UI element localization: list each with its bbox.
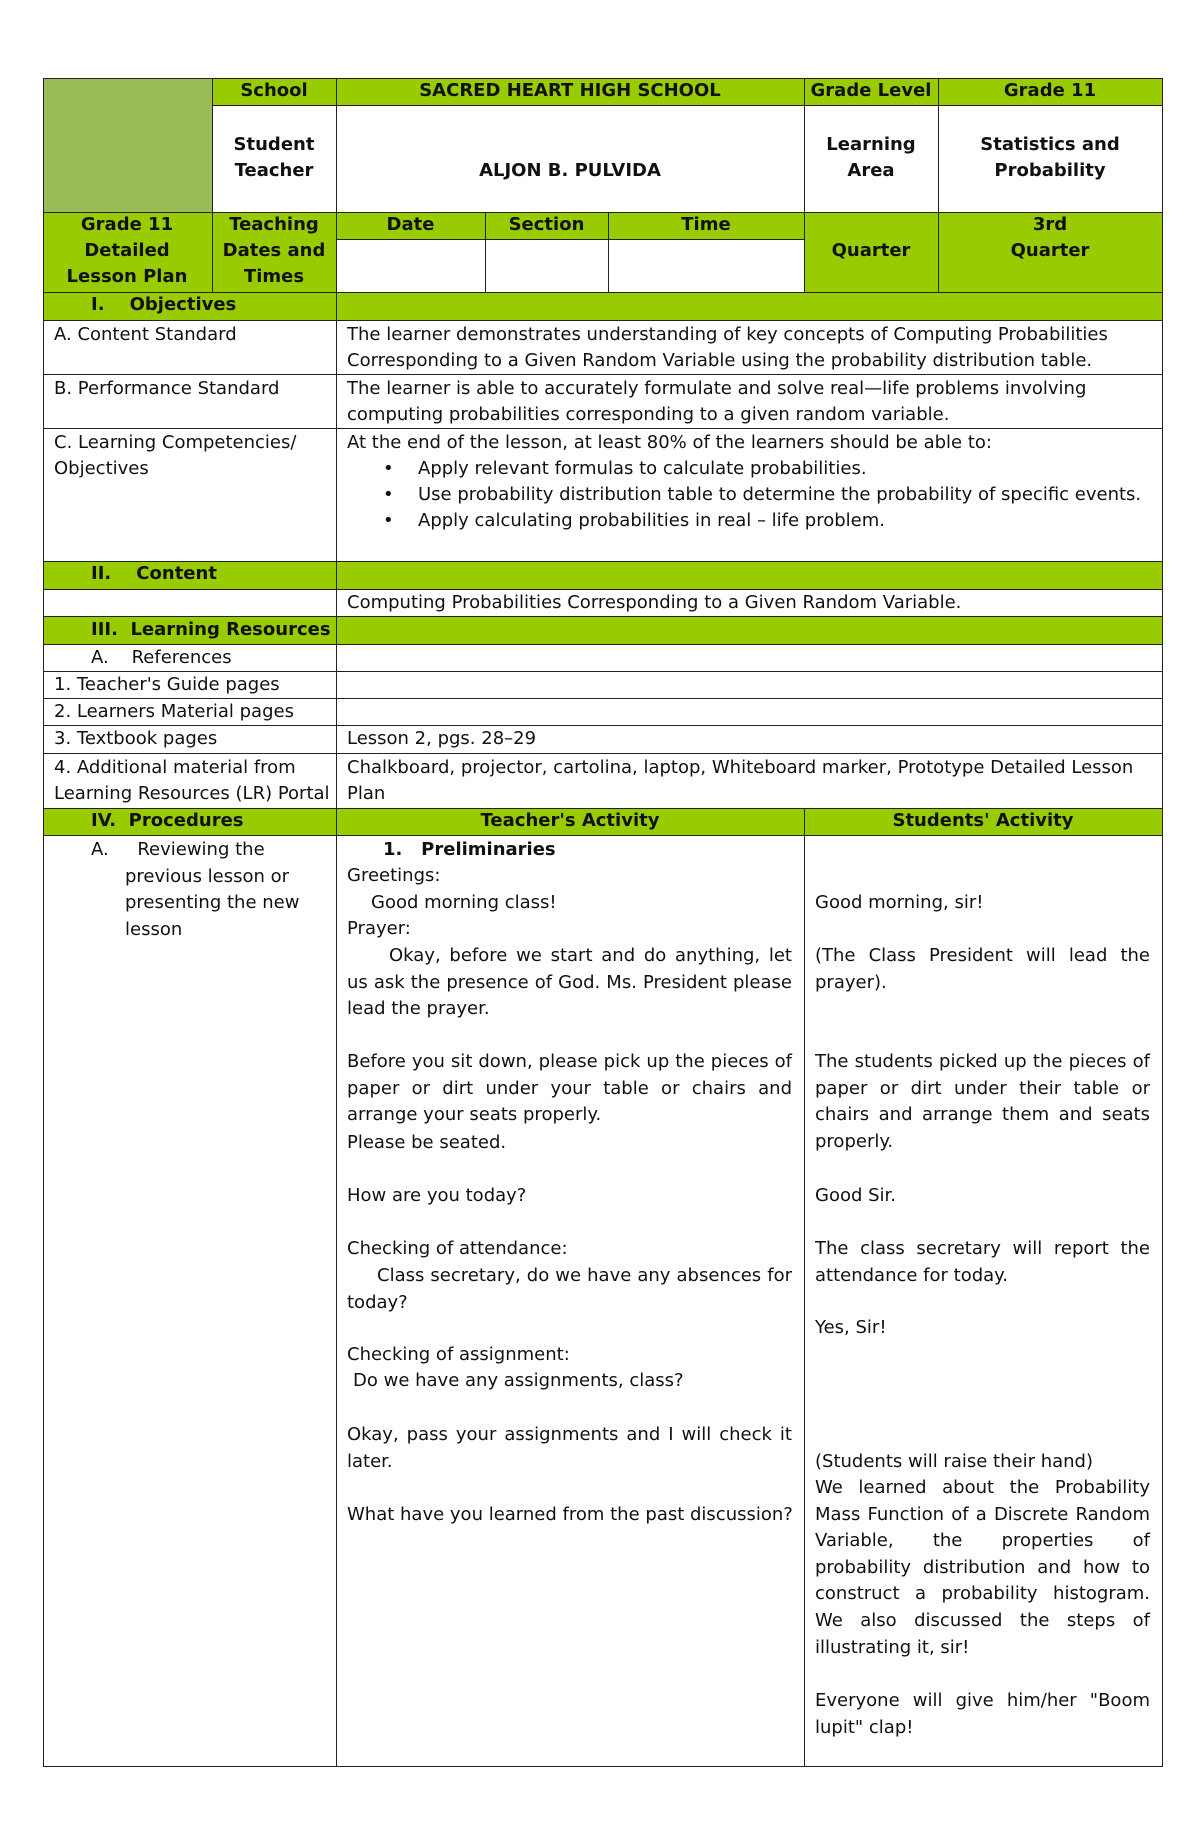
school-label: School [240,80,308,101]
seated-text: Please be seated. [347,1132,507,1153]
teaching-dates-label: Teaching Dates and Times [222,214,326,287]
content-standard-label: A. Content Standard [54,324,237,345]
content-heading: II. Content [91,563,217,584]
raise-hand-text: (Students will raise their hand) [815,1451,1093,1472]
rule [43,835,1163,836]
quarter-label: Quarter [831,240,911,261]
attendance-text: Class secretary, do we have any absences for today? [347,1265,792,1313]
prayer-text: Okay, before we start and do anything, let us ask the presence of God. Ms. President please lead the prayer. [347,945,792,1020]
rule [43,78,44,1767]
performance-standard-label: B. Performance Standard [54,378,280,399]
procedures-heading: IV. Procedures [91,810,244,831]
prayer-label: Prayer: [347,918,411,939]
rule [804,808,805,1767]
rule [212,78,213,292]
attendance-reply: The class secretary will report the attendance for today. [815,1238,1150,1286]
rule [336,239,804,240]
teacher-activity-column-header: Teacher's Activity [480,810,660,831]
student-teacher-name: ALJON B. PULVIDA [479,160,661,181]
rule [938,78,939,292]
learned-question: What have you learned from the past discussion? [347,1504,793,1525]
procedure-step-label: A. Reviewing the previous lesson or presenting the new lesson [91,839,306,940]
objectives-heading: I. Objectives [91,294,237,315]
assignment-label: Checking of assignment: [347,1344,570,1365]
competency-item: Use probability distribution table to determine the probability of specific events. [418,484,1142,505]
rule [43,753,1163,754]
bullet-icon: • [383,510,394,531]
performance-standard-text: The learner is able to accurately formulate and solve real—life problems involving computing probabilities corresponding to a given random variable. [347,378,1087,425]
header-logo-cell [43,78,212,212]
cleanup-text: Before you sit down, please pick up the pieces of paper or dirt under your table or chairs and arrange your seats properly. [347,1051,792,1126]
clap-reply: Everyone will give him/her "Boom lupit" clap! [815,1690,1150,1738]
attendance-label: Checking of attendance: [347,1238,568,1259]
resources-heading: III. Learning Resources [91,619,331,640]
competency-item: Apply relevant formulas to calculate probabilities. [418,458,867,479]
greetings-text: Good morning class! [371,892,557,913]
bullet-icon: • [383,484,394,505]
rule [212,105,1162,106]
greetings-label: Greetings: [347,865,441,886]
learning-area-value: Statistics and Probability [980,134,1120,181]
competencies-intro: At the end of the lesson, at least 80% of the learners should be able to: [347,432,992,453]
references-label: A. References [91,647,232,668]
learning-area-label: Learning Area [826,134,916,181]
grade-level-value: Grade 11 [1003,80,1097,101]
rule [43,428,1163,429]
greetings-reply: Good morning, sir! [815,892,984,913]
additional-material-value: Chalkboard, projector, cartolina, laptop, Whiteboard marker, Prototype Detailed Lesson Plan [347,757,1134,804]
competency-item: Apply calculating probabilities in real – life problem. [418,510,885,531]
how-are-you-text: How are you today? [347,1185,527,1206]
assignment-text: Do we have any assignments, class? [353,1370,684,1391]
rule [43,1766,1163,1767]
header-blank-dates-fill [336,239,804,292]
learned-reply: We learned about the Probability Mass Function of a Discrete Random Variable, the properties of probability distribution and how to construct a probability histogram. We also discussed the steps of illustrating it, sir! [815,1477,1150,1658]
pass-assignments-text: Okay, pass your assignments and I will check it later. [347,1424,792,1472]
rule [1162,78,1163,1767]
school-name: SACRED HEART HIGH SCHOOL [419,80,721,101]
cleanup-reply: The students picked up the pieces of paper or dirt under their table or chairs and arrange them and seats properly. [815,1051,1150,1152]
content-text: Computing Probabilities Corresponding to a Given Random Variable. [347,592,962,613]
teachers-guide-label: 1. Teacher's Guide pages [54,674,280,695]
how-are-you-reply: Good Sir. [815,1185,897,1206]
section-label: Section [508,214,585,235]
prayer-reply: (The Class President will lead the prayer). [815,945,1150,993]
competencies-label: C. Learning Competencies/ Objectives [54,432,297,479]
students-activity-column-header: Students' Activity [892,810,1074,831]
bullet-icon: • [383,458,394,479]
learners-material-label: 2. Learners Material pages [54,701,294,722]
plan-title: Grade 11 Detailed Lesson Plan [66,214,188,287]
textbook-label: 3. Textbook pages [54,728,218,749]
preliminaries-heading: 1. Preliminaries [383,839,556,860]
rule [43,320,1163,321]
grade-level-label: Grade Level [810,80,932,101]
assignment-reply: Yes, Sir! [815,1317,887,1338]
student-teacher-label: Student Teacher [233,134,315,181]
rule [43,374,1163,375]
quarter-value: 3rd Quarter [1010,214,1090,261]
additional-material-label: 4. Additional material from Learning Resources (LR) Portal [54,757,330,804]
textbook-value: Lesson 2, pgs. 28–29 [347,728,537,749]
date-label: Date [386,214,435,235]
content-standard-text: The learner demonstrates understanding of key concepts of Computing Probabilities Corresponding to a Given Random Variable using the probability distribution table. [347,324,1108,371]
time-label: Time [681,214,731,235]
